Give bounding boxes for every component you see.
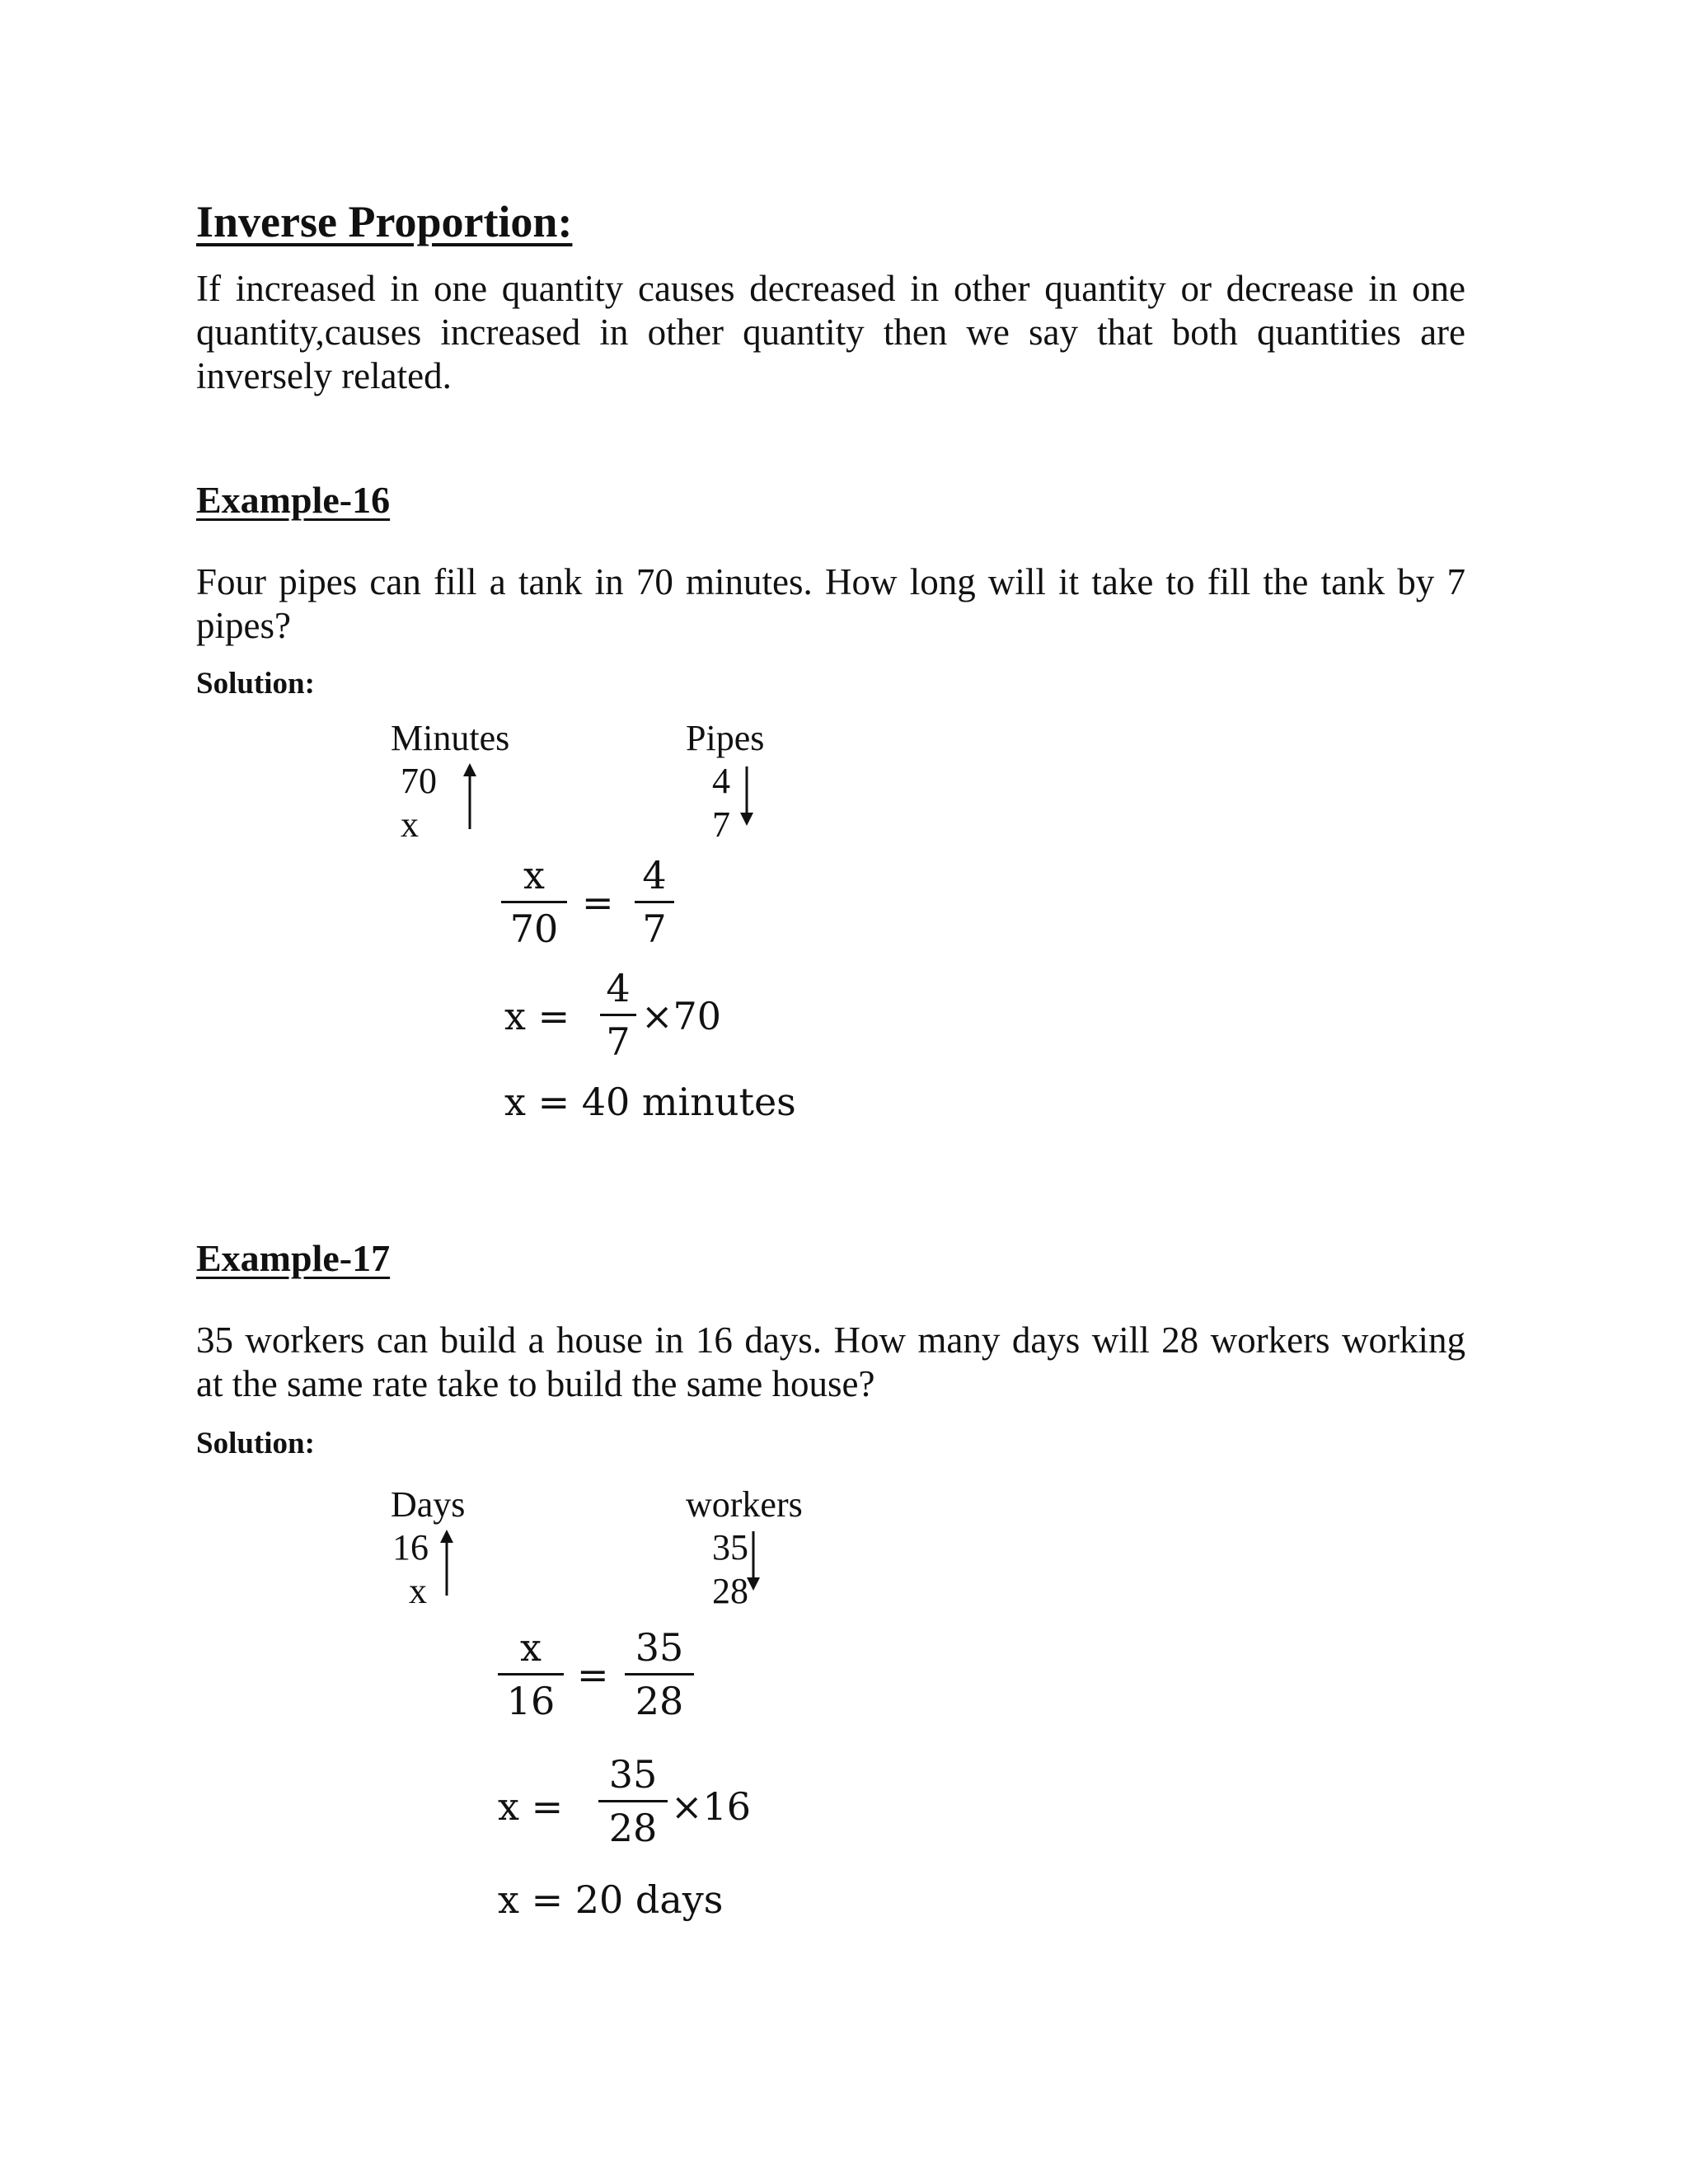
example-16-eq1-lhs-fraction xyxy=(501,853,567,951)
example-16-col2-value-2: 7 xyxy=(712,804,730,845)
down-arrow-icon xyxy=(745,1531,762,1591)
example-16-eq1-rhs-fraction xyxy=(635,853,674,951)
fraction-numerator: 35 xyxy=(635,1625,684,1670)
fraction-denominator: 7 xyxy=(642,907,667,951)
fraction-bar xyxy=(635,901,674,903)
example-17-eq2-tail: ×16 xyxy=(671,1784,752,1829)
example-16-question-line-2: pipes? xyxy=(196,605,291,646)
fraction-numerator: 4 xyxy=(606,966,631,1010)
example-16-heading: Example-16 xyxy=(196,479,391,521)
fraction-bar xyxy=(625,1673,694,1675)
down-arrow-icon xyxy=(738,766,755,826)
example-16-eq2-tail: ×70 xyxy=(641,994,722,1038)
fraction-bar xyxy=(501,901,567,903)
example-17-eq1-lhs-fraction xyxy=(498,1625,564,1723)
example-17-eq2-lhs: x = xyxy=(498,1784,564,1829)
example-17-question-line-2: at the same rate take to build the same house? xyxy=(196,1363,875,1404)
definition-line-3: inversely related. xyxy=(196,355,452,396)
example-17-eq2-fraction xyxy=(598,1752,668,1850)
example-17-solution-label: Solution: xyxy=(196,1427,315,1460)
example-17-col1-value-2: x xyxy=(409,1571,427,1611)
example-17-eq1-rhs-fraction xyxy=(625,1625,694,1723)
fraction-denominator: 16 xyxy=(506,1679,556,1723)
example-16-col1-value-1: 70 xyxy=(401,761,437,801)
example-17-col1-value-1: 16 xyxy=(392,1527,429,1568)
example-16-col2-header: Pipes xyxy=(686,718,765,758)
up-arrow-icon xyxy=(462,763,478,829)
fraction-numerator: 4 xyxy=(642,853,667,898)
example-17-col2-header: workers xyxy=(686,1484,803,1525)
fraction-bar xyxy=(598,1800,668,1802)
example-17-col1-header: Days xyxy=(391,1484,466,1525)
example-16-eq2-lhs: x = xyxy=(504,994,570,1038)
example-16-eq1-equals: = xyxy=(582,880,614,925)
fraction-bar xyxy=(498,1673,564,1675)
example-16-col1-value-2: x xyxy=(401,804,419,845)
example-17-answer: x = 20 days xyxy=(498,1877,724,1922)
example-16-eq2-fraction xyxy=(600,966,636,1064)
example-17-col2-value-1: 35 xyxy=(712,1527,748,1568)
example-17-eq1-equals: = xyxy=(577,1652,609,1697)
fraction-numerator: x xyxy=(520,1625,542,1670)
fraction-denominator: 28 xyxy=(608,1806,658,1850)
example-16-question-line-1: Four pipes can fill a tank in 70 minutes. How long will it take to fill the tank by 7 xyxy=(196,561,1465,602)
fraction-denominator: 7 xyxy=(606,1019,631,1064)
fraction-denominator: 70 xyxy=(509,907,559,951)
example-17-col2-value-2: 28 xyxy=(712,1571,748,1611)
fraction-numerator: x xyxy=(523,853,545,898)
example-16-col1-header: Minutes xyxy=(391,718,510,758)
definition-line-2: quantity,causes increased in other quantity then we say that both quantities are xyxy=(196,312,1465,353)
example-17-heading: Example-17 xyxy=(196,1237,391,1279)
up-arrow-icon xyxy=(438,1530,455,1596)
example-17-question-line-1: 35 workers can build a house in 16 days. How many days will 28 workers working xyxy=(196,1319,1465,1361)
definition-line-1: If increased in one quantity causes decreased in other quantity or decrease in one xyxy=(196,268,1465,309)
fraction-bar xyxy=(600,1014,636,1016)
section-title: Inverse Proportion: xyxy=(196,197,573,246)
example-16-answer: x = 40 minutes xyxy=(504,1080,796,1124)
fraction-numerator: 35 xyxy=(608,1752,658,1797)
example-16-solution-label: Solution: xyxy=(196,667,315,701)
fraction-denominator: 28 xyxy=(635,1679,684,1723)
example-16-col2-value-1: 4 xyxy=(712,761,730,801)
